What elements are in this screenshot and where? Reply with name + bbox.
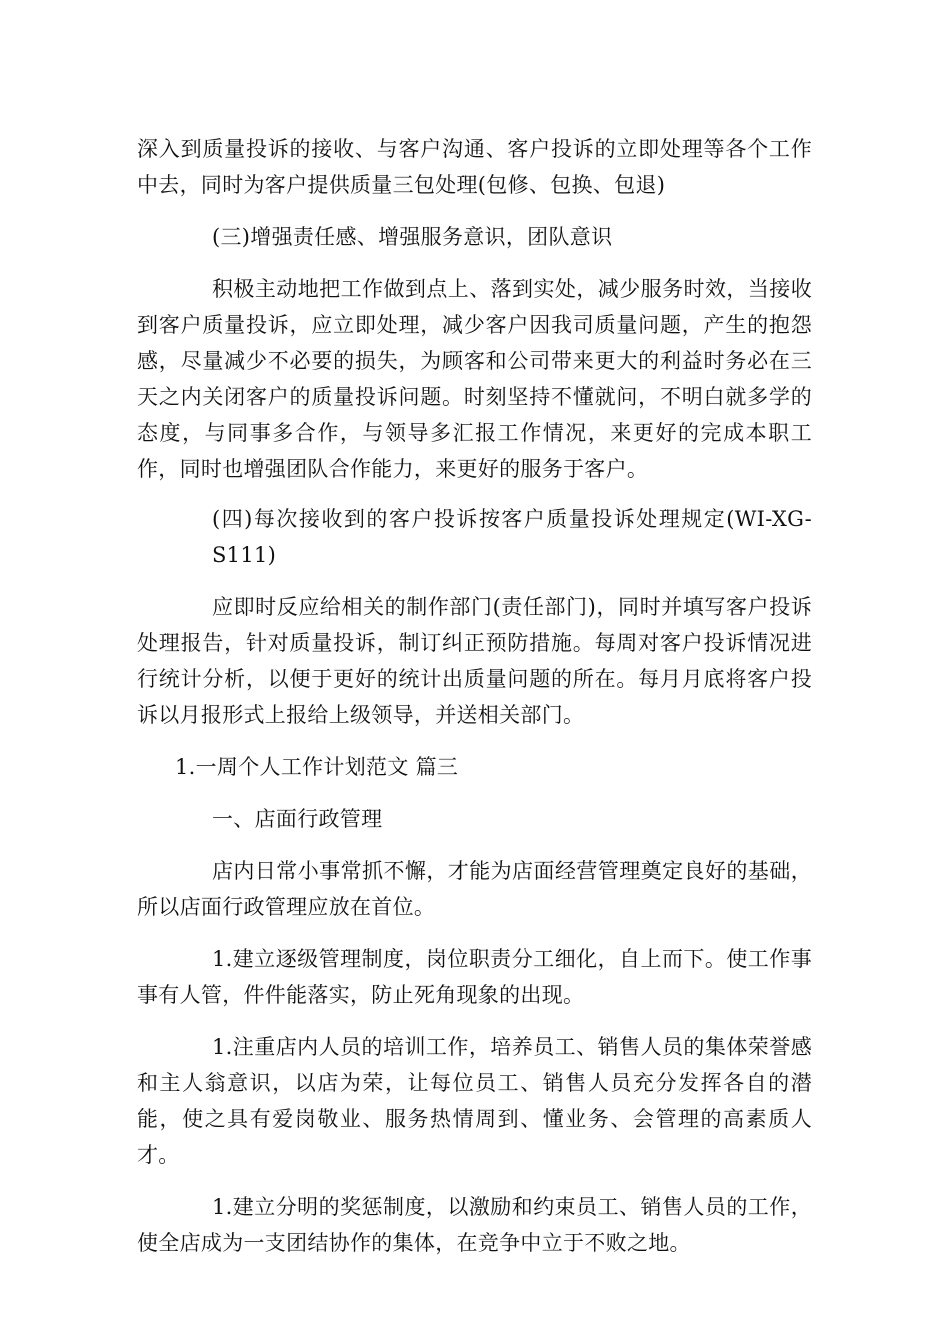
document-page bbox=[137, 131, 812, 1261]
paragraph-quality-complaint-handling: 深入到质量投诉的接收、与客户沟通、客户投诉的立即处理等各个工作中去，同时为客户提供质量三包处理(包修、包换、包退) bbox=[137, 137, 812, 197]
heading-responsibility: (三)增强责任感、增强服务意识，团队意识 bbox=[212, 225, 613, 249]
heading-complaint-rules: (四)每次接收到的客户投诉按客户质量投诉处理规定(WI-XG-S111) bbox=[212, 507, 812, 567]
list-item-reward-system: 1.建立分明的奖惩制度，以激励和约束员工、销售人员的工作，使全店成为一支团结协作的集体，在竞争中立于不败之地。 bbox=[137, 1195, 812, 1255]
subsection-title: 一、店面行政管理 bbox=[212, 807, 383, 831]
section-title: 1.一周个人工作计划范文 篇三 bbox=[175, 755, 459, 779]
paragraph-report-departments: 应即时反应给相关的制作部门(责任部门)，同时并填写客户投诉处理报告，针对质量投诉，制订纠正预防措施。每周对客户投诉情况进行统计分析，以便于更好的统计出质量问题的所在。每月月底将客户投诉以月报形式上报给上级领导，并送相关部门。 bbox=[137, 595, 812, 727]
list-item-management-system: 1.建立逐级管理制度，岗位职责分工细化，自上而下。使工作事事有人管，件件能落实，防止死角现象的出现。 bbox=[137, 947, 812, 1007]
paragraph-proactive-work: 积极主动地把工作做到点上、落到实处，减少服务时效，当接收到客户质量投诉，应立即处理，减少客户因我司质量问题，产生的抱怨感，尽量减少不必要的损失，为顾客和公司带来更大的利益时务必在三天之内关闭客户的质量投诉问题。时刻坚持不懂就问，不明白就多学的态度，与同事多合作，与领导多汇报工作情况，来更好的完成本职工作，同时也增强团队合作能力，来更好的服务于客户。 bbox=[137, 277, 812, 481]
paragraph-store-admin: 店内日常小事常抓不懈，才能为店面经营管理奠定良好的基础，所以店面行政管理应放在首位。 bbox=[137, 859, 812, 919]
list-item-staff-training: 1.注重店内人员的培训工作，培养员工、销售人员的集体荣誉感和主人翁意识，以店为荣，让每位员工、销售人员充分发挥各自的潜能，使之具有爱岗敬业、服务热情周到、懂业务、会管理的高素质人才。 bbox=[137, 1035, 812, 1167]
